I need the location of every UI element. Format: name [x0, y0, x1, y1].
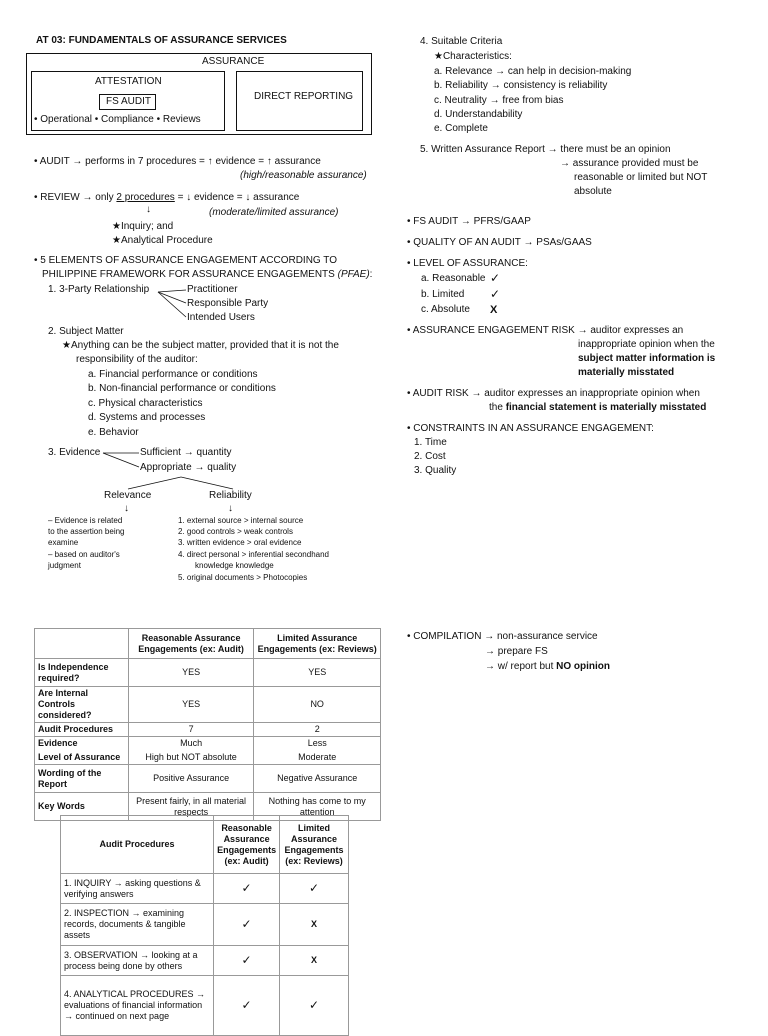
engagement-risk-3: subject matter information is — [578, 353, 716, 364]
element-5-line-3: reasonable or limited but NOT — [574, 172, 708, 183]
fs-audit-standards: • FS AUDIT → PFRS/GAAP — [407, 216, 531, 227]
criteria-item: c. Neutrality → free from bias — [434, 95, 564, 106]
attestation-types: • Operational • Compliance • Reviews — [34, 114, 201, 125]
elements-heading-2 — [42, 268, 372, 282]
table-cell: Present fairly, in all material respects — [128, 793, 254, 821]
review-arrow: ↓ — [146, 204, 151, 215]
table-header-row — [35, 629, 381, 659]
table-row — [35, 659, 381, 687]
level-item: c. Absolute — [421, 304, 470, 315]
criteria-item: d. Understandability — [434, 109, 523, 120]
table-cell: Is Independence required? — [35, 659, 129, 687]
check-icon: ✓ — [280, 874, 349, 904]
party-item: Responsible Party — [187, 298, 269, 309]
subject-item: d. Systems and processes — [88, 412, 206, 423]
relevance-note: to the assertion being — [48, 527, 125, 536]
table-row — [35, 751, 381, 765]
audit-risk: • AUDIT RISK → auditor expresses an inappropriate opinion when — [407, 388, 700, 399]
relevance-connector — [128, 477, 181, 489]
table-cell: Less — [254, 737, 381, 751]
audit-line: • AUDIT → performs in 7 procedures = ↑ evidence = ↑ assurance — [34, 156, 321, 167]
pfae-label: (PFAE) — [337, 269, 370, 280]
engagement-risk-2: inappropriate opinion when the — [578, 339, 715, 350]
table-header-row — [61, 816, 349, 874]
subject-note-2: responsibility of the auditor: — [76, 354, 198, 365]
check-icon: ✓ — [214, 874, 280, 904]
table-cell: YES — [128, 659, 254, 687]
elements-heading: • 5 ELEMENTS OF ASSURANCE ENGAGEMENT ACCORDING TO — [34, 255, 338, 266]
subject-note-1: ★Anything can be the subject matter, provided that it is not the — [62, 340, 339, 351]
subject-item: e. Behavior — [88, 427, 139, 438]
table-header: Audit Procedures — [61, 816, 214, 874]
relevance-note: – based on auditor's — [48, 550, 120, 559]
assurance-label: ASSURANCE — [202, 56, 265, 67]
table-header: Limited Assurance Engagements (ex: Reviews) — [254, 629, 381, 659]
quality-standards: • QUALITY OF AN AUDIT → PSAs/GAAS — [407, 237, 592, 248]
review-text-c: = ↓ evidence = ↓ assurance — [174, 192, 300, 203]
check-icon: ✓ — [214, 946, 280, 976]
table-row — [61, 946, 349, 976]
reliability-note: 4. direct personal > inferential secondhand — [178, 550, 329, 559]
table-cell: 2 — [254, 723, 381, 737]
x-mark-icon: X — [280, 946, 349, 976]
review-item: ★Inquiry; and — [112, 221, 174, 232]
fs-audit-label: FS AUDIT — [106, 96, 152, 107]
check-icon: ✓ — [280, 976, 349, 1036]
x-mark-icon: X — [490, 304, 498, 316]
compilation-3b: NO opinion — [556, 661, 611, 672]
table-row — [61, 874, 349, 904]
party-connector — [158, 290, 186, 292]
review-text-b: 2 procedures — [116, 192, 175, 203]
review-text-a: • REVIEW → only — [34, 192, 117, 203]
table-row — [35, 687, 381, 723]
review-line — [34, 191, 299, 205]
audit-risk-2b: financial statement is materially misstated — [505, 402, 707, 413]
comparison-table — [34, 628, 381, 821]
audit-risk-2a: the — [489, 402, 506, 413]
table-cell: 3. OBSERVATION → looking at a process being done by others — [61, 946, 214, 976]
direct-reporting-label: DIRECT REPORTING — [254, 91, 354, 102]
table-row — [35, 765, 381, 793]
table-cell: Wording of the Report — [35, 765, 129, 793]
table-row — [61, 904, 349, 946]
reliability-label: Reliability — [209, 490, 252, 501]
audit-risk-2 — [489, 401, 706, 415]
evidence-appropriate: Appropriate → quality — [140, 462, 237, 473]
review-item: ★Analytical Procedure — [112, 235, 213, 246]
table-cell: 4. ANALYTICAL PROCEDURES → evaluations of financial information → continued on next page — [61, 976, 214, 1036]
criteria-item: e. Complete — [434, 123, 488, 134]
engagement-risk-4: materially misstated — [578, 367, 675, 378]
table-cell: Key Words — [35, 793, 129, 821]
evidence-sufficient: Sufficient → quantity — [140, 447, 232, 458]
table-row — [61, 976, 349, 1036]
table-row — [35, 723, 381, 737]
level-item: b. Limited — [421, 289, 465, 300]
relevance-note: judgment — [48, 561, 81, 570]
reliability-note: 1. external source > internal source — [178, 516, 304, 525]
table-cell: Positive Assurance — [128, 765, 254, 793]
element-4: 4. Suitable Criteria — [420, 36, 503, 47]
evidence-connector — [103, 453, 139, 467]
table-cell: Are Internal Controls considered? — [35, 687, 129, 723]
table-cell: Negative Assurance — [254, 765, 381, 793]
reliability-connector — [181, 477, 233, 489]
subject-item: b. Non-financial performance or conditions — [88, 383, 276, 394]
check-icon: ✓ — [490, 271, 501, 285]
reliability-note: 2. good controls > weak controls — [178, 527, 293, 536]
procedures-table — [60, 815, 349, 1036]
party-connector — [158, 292, 186, 303]
compilation-3 — [485, 660, 610, 674]
compilation-3a: → w/ report but — [485, 661, 557, 672]
reliability-arrow: ↓ — [228, 503, 233, 514]
party-connector — [158, 292, 186, 317]
reliability-note: 5. original documents > Photocopies — [178, 573, 308, 582]
element-5: 5. Written Assurance Report → there must be an opinion — [420, 144, 671, 155]
table-cell: YES — [128, 687, 254, 723]
elements-heading-2-end: : — [369, 269, 373, 280]
level-heading: • LEVEL OF ASSURANCE: — [407, 258, 528, 269]
table-header: Limited Assurance Engagements (ex: Reviews) — [280, 816, 349, 874]
table-cell: NO — [254, 687, 381, 723]
table-cell: Nothing has come to my attention — [254, 793, 381, 821]
table-header: Reasonable Assurance Engagements (ex: Audit) — [128, 629, 254, 659]
criteria-star: ★Characteristics: — [434, 51, 512, 62]
compilation-2: → prepare FS — [485, 646, 548, 657]
constraint-item: 3. Quality — [414, 465, 457, 476]
relevance-label: Relevance — [104, 490, 152, 501]
review-note: (moderate/limited assurance) — [209, 207, 339, 218]
elements-heading-2-text: PHILIPPINE FRAMEWORK FOR ASSURANCE ENGAGEMENTS — [42, 269, 338, 280]
table-cell: Moderate — [254, 751, 381, 765]
x-mark-icon: X — [280, 904, 349, 946]
audit-note: (high/reasonable assurance) — [240, 170, 367, 181]
constraint-item: 1. Time — [414, 437, 447, 448]
attestation-label: ATTESTATION — [95, 76, 162, 87]
compilation: • COMPILATION → non-assurance service — [407, 631, 598, 642]
relevance-note: examine — [48, 538, 79, 547]
table-cell: YES — [254, 659, 381, 687]
table-cell: 7 — [128, 723, 254, 737]
table-cell: 2. INSPECTION → examining records, documents & tangible assets — [61, 904, 214, 946]
table-cell: 1. INQUIRY → asking questions & verifying answers — [61, 874, 214, 904]
constraint-item: 2. Cost — [414, 451, 446, 462]
check-icon: ✓ — [214, 976, 280, 1036]
check-icon: ✓ — [490, 287, 501, 301]
party-item: Intended Users — [187, 312, 255, 323]
level-item: a. Reasonable — [421, 273, 486, 284]
relevance-note: – Evidence is related — [48, 516, 123, 525]
element-1: 1. 3-Party Relationship — [48, 284, 150, 295]
element-3: 3. Evidence — [48, 447, 101, 458]
reliability-note: knowledge knowledge — [195, 561, 274, 570]
relevance-arrow: ↓ — [124, 503, 129, 514]
subject-item: a. Financial performance or conditions — [88, 369, 258, 380]
check-icon: ✓ — [214, 904, 280, 946]
table-cell: Much — [128, 737, 254, 751]
table-header: Reasonable Assurance Engagements (ex: Audit) — [214, 816, 280, 874]
party-item: Practitioner — [187, 284, 238, 295]
table-cell: Audit Procedures — [35, 723, 129, 737]
subject-item: c. Physical characteristics — [88, 398, 203, 409]
reliability-note: 3. written evidence > oral evidence — [178, 538, 302, 547]
engagement-risk: • ASSURANCE ENGAGEMENT RISK → auditor expresses an — [407, 325, 684, 336]
page-title: AT 03: FUNDAMENTALS OF ASSURANCE SERVICES — [36, 35, 287, 46]
table-header — [35, 629, 129, 659]
element-5-line-2: → assurance provided must be — [560, 158, 699, 169]
element-5-line-4: absolute — [574, 186, 612, 197]
table-cell: Evidence — [35, 737, 129, 751]
element-2: 2. Subject Matter — [48, 326, 124, 337]
constraints-heading: • CONSTRAINTS IN AN ASSURANCE ENGAGEMENT: — [407, 423, 654, 434]
table-row — [35, 737, 381, 751]
criteria-item: b. Reliability → consistency is reliability — [434, 80, 608, 91]
criteria-item: a. Relevance → can help in decision-making — [434, 66, 632, 77]
table-cell: Level of Assurance — [35, 751, 129, 765]
table-cell: High but NOT absolute — [128, 751, 254, 765]
